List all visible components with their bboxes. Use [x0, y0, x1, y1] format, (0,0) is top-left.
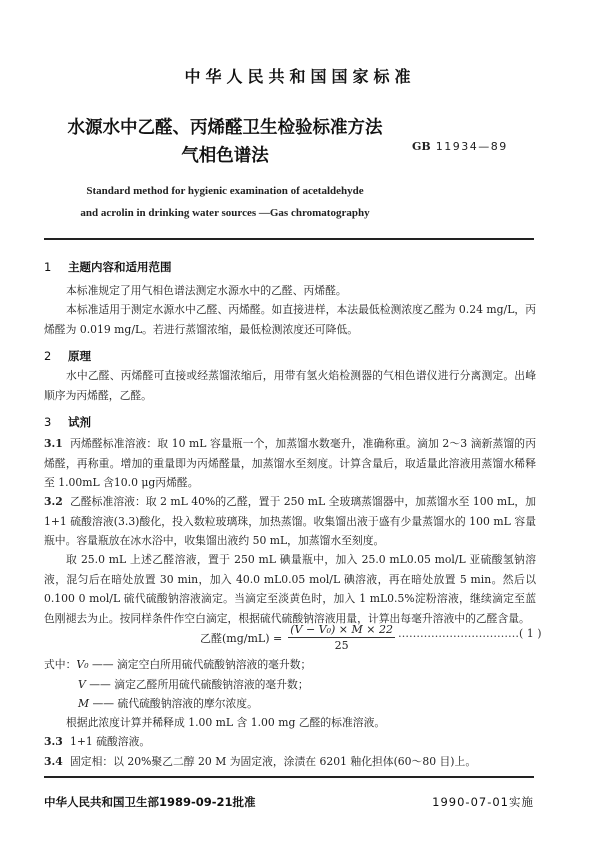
- gb-number: 11934—89: [435, 140, 508, 153]
- item-text: 丙烯醛标准溶液：取 10 mL 容量瓶一个，加蒸馏水数毫升，准确称重。滴加 2～3 滴新蒸馏的丙烯醛，再称重。增加的重量即为丙烯醛量，加蒸馏水至刻度。计算含量后，取适量此溶液用蒸馏水稀释至 1.00mL 含10.0 μg丙烯醛。: [44, 437, 536, 489]
- item-3-2-titration-paragraph: 取 25.0 mL 上述乙醛溶液，置于 250 mL 碘量瓶中，加入 25.0 mL0.05 mol/L 亚硫酸氢钠溶液，混匀后在暗处放置 30 min，加入 40.0 mL0.05 mol/L 碘溶液，再在暗处放置 5 min。然后以 0.100 0 mol/L 硫代硫酸钠溶液滴定。当滴定至淡黄色时，加入 1 mL0.5%淀粉溶液，继续滴定至蓝色刚褪去为止。按同样条件作空白滴定，根据硫代硫酸钠溶液用量，计算出每毫升溶液中的乙醛含量。: [44, 553, 536, 625]
- item-number: 3.2: [44, 495, 63, 508]
- effective-date: 1990-07-01实施: [432, 795, 534, 809]
- section-1-paragraph-2: 本标准适用于测定水源水中乙醛、丙烯醛。如直接进样，本法最低检测浓度乙醛为 0.24 mg/L，丙烯醛为 0.019 mg/L。若进行蒸馏浓缩，最低检测浓度还可降低。: [44, 303, 536, 336]
- formula-lhs: 乙醛(mg/mL) =: [200, 631, 283, 645]
- where-description: —— 硫代硫酸钠溶液的摩尔浓度。: [92, 697, 258, 710]
- section-2-heading: [44, 348, 91, 364]
- formula-fraction: [288, 623, 395, 652]
- section-number: 1: [44, 260, 52, 274]
- formula-equation-number: ( 1 ): [519, 627, 542, 640]
- title-cn-line1: 水源水中乙醛、丙烯醛卫生检验标准方法: [67, 118, 383, 138]
- item-number: 3.4: [44, 755, 63, 768]
- section-1-paragraph-1: 本标准规定了用气相色谱法测定水源水中的乙醛、丙烯醛。: [66, 284, 347, 297]
- where-symbol: V: [78, 677, 86, 691]
- formula-1: [200, 623, 395, 652]
- gb-prefix: GB: [412, 140, 431, 153]
- section-3-heading: [44, 414, 91, 430]
- document-title-en: [60, 180, 390, 224]
- document-title-cn: [60, 114, 390, 170]
- item-3-3: [44, 732, 536, 752]
- item-3-2-conclusion: 根据此浓度计算并稀释成 1.00 mL 含 1.00 mg 乙醛的标准溶液。: [66, 716, 386, 729]
- section-number: 2: [44, 349, 52, 363]
- standard-code: [412, 140, 508, 153]
- where-description: —— 滴定空白所用硫代硫酸钠溶液的毫升数；: [91, 658, 312, 671]
- item-text: 乙醛标准溶液：取 2 mL 40%的乙醛，置于 250 mL 全玻璃蒸馏器中，加蒸馏水至 100 mL，加 1+1 硫酸溶液(3.3)酸化，投入数粒玻璃珠，加热蒸馏。收集馏出液于盛有少量蒸馏水的 100 mL 容量瓶中。容量瓶放在冰水浴中，收集馏出液约 50 mL，加蒸馏水至刻度。: [44, 495, 536, 547]
- formula-numerator: (V − V₀) × M × 22: [290, 623, 393, 636]
- section-title: 主题内容和适用范围: [68, 260, 172, 274]
- item-3-4: [44, 752, 536, 772]
- section-title: 原理: [68, 349, 91, 363]
- section-number: 3: [44, 415, 52, 429]
- formula-denominator: 25: [334, 639, 349, 652]
- item-text: 1+1 硫酸溶液。: [70, 735, 151, 748]
- header-divider: [44, 238, 534, 240]
- section-2-paragraph-1: 水中乙醛、丙烯醛可直接或经蒸馏浓缩后，用带有氢火焰检测器的气相色谱仪进行分离测定。出峰顺序为丙烯醛，乙醛。: [44, 369, 536, 402]
- formula-dots: ……………………………: [398, 627, 519, 640]
- section-title: 试剂: [68, 415, 91, 429]
- title-cn-line2: 气相色谱法: [181, 146, 269, 166]
- where-description: —— 滴定乙醛所用硫代硫酸钠溶液的毫升数；: [89, 677, 309, 691]
- item-number: 3.1: [44, 437, 63, 450]
- item-3-2: [44, 492, 536, 551]
- item-text: 固定相：以 20%聚乙二醇 20 M 为固定液，涂渍在 6201 釉化担体(60～80 目)上。: [70, 755, 477, 768]
- item-3-1: [44, 434, 536, 493]
- national-standard-header: 中华人民共和国国家标准: [184, 67, 416, 86]
- approval-date: 中华人民共和国卫生部1989-09-21批准: [44, 795, 256, 809]
- section-1-heading: [44, 259, 172, 275]
- formula-leader: [398, 627, 542, 640]
- where-symbol: V₀: [76, 658, 89, 671]
- title-en-line1: Standard method for hygienic examination of acetaldehyde: [86, 185, 364, 197]
- footer-divider: [44, 776, 534, 778]
- where-label: 式中：: [44, 658, 77, 671]
- title-en-line2: and acrolin in drinking water sources —Gas chromatography: [80, 207, 370, 219]
- where-symbol: M: [78, 697, 90, 710]
- formula-where-block: [44, 655, 311, 714]
- item-number: 3.3: [44, 735, 63, 748]
